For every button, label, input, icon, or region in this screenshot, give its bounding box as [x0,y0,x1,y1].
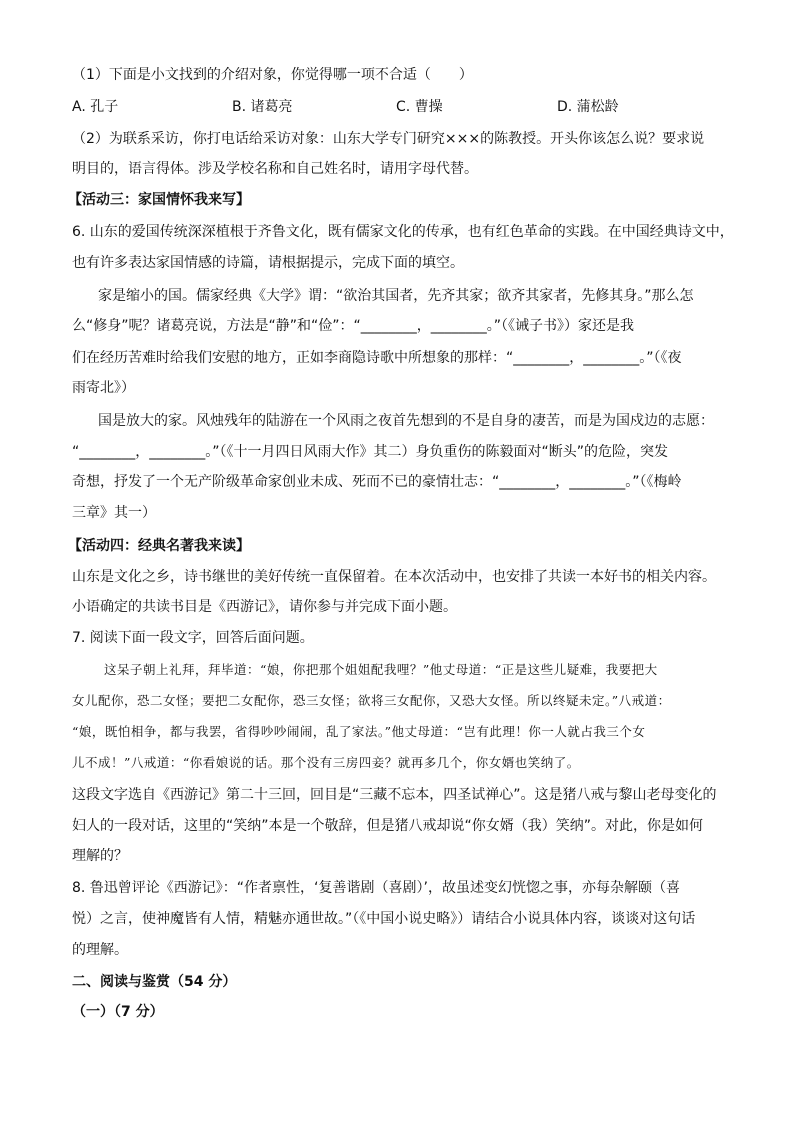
question-8-line-2: 悦）之言，使神魔皆有人情，精魅亦通世故。”（《中国小说史略》）请结合小说具体内容，谈谈对这句话 [72,911,696,927]
question-7-line-3: 理解的？ [72,848,128,864]
paragraph-2-line-1: 国是放大的家。风烛残年的陆游在一个风雨之夜首先想到的不是自身的凄苦，而是为国戍边的志愿： [98,413,714,429]
activity-4-intro-line-2: 小语确定的共读书目是《西游记》，请你参与并完成下面小题。 [72,599,457,615]
option-c: C. 曹操 [396,99,443,115]
activity-4-intro-line-1: 山东是文化之乡，诗书继世的美好传统一直保留着。在本次活动中，也安排了共读一本好书的相关内容。 [72,569,716,585]
question-7-prompt: 7. 阅读下面一段文字，回答后面问题。 [72,630,314,646]
question-2-line-2: 明目的，语言得体。涉及学校名称和自己姓名时，请用字母代替。 [72,161,478,177]
option-a: A. 孔子 [72,99,119,115]
quote-line-4: 儿不成！”八戒道：“你看娘说的话。那个没有三房四妾？就再多几个，你女婿也笑纳了。 [72,755,580,770]
section-2-heading: 二、阅读与鉴赏（54 分） [72,974,237,990]
quote-line-1: 这呆子朝上礼拜，拜毕道：“娘，你把那个姐姐配我哩？”他丈母道：“正是这些儿疑难，我要把大 [104,662,658,677]
paragraph-1-line-2: 么“修身”呢？诸葛亮说，方法是“静”和“俭”：“________，________。”（《诫子书》）家还是我 [72,318,635,334]
question-7-line-1: 这段文字选自《西游记》第二十三回，回目是“三藏不忘本，四圣试禅心”。这是猪八戒与黎山老母变化的 [72,787,717,803]
activity-4-heading: 【活动四：经典名著我来读】 [68,538,250,554]
option-b: B. 诸葛亮 [232,99,293,115]
paragraph-1-line-3: 们在经历苦难时给我们安慰的地方，正如李商隐诗歌中所想象的那样：“________，________。”（《夜 [72,350,682,366]
quote-line-2: 女儿配你，恐二女怪；要把二女配你，恐三女怪；欲将三女配你，又恐大女怪。所以终疑未定。”八戒道： [72,693,671,708]
section-2-subheading: （一）（7 分） [72,1004,164,1020]
paragraph-1-line-4: 雨寄北》） [72,380,135,396]
question-1-prompt: （1）下面是小文找到的介绍对象，你觉得哪一项不合适（ ） [72,67,473,83]
question-8-line-1: 8. 鲁迅曾评论《西游记》：“作者禀性，‘复善谐剧（喜剧）’，故虽述变幻恍惚之事，亦每杂解颐（喜 [72,880,680,896]
paragraph-2-line-3: 奇想，抒发了一个无产阶级革命家创业未成、死而不已的豪情壮志：“________，________。”（《梅岭 [72,474,682,490]
question-8-line-3: 的理解。 [72,942,128,958]
paragraph-1-line-1: 家是缩小的国。儒家经典《大学》谓：“欲治其国者，先齐其家；欲齐其家者，先修其身。”那么怎 [98,288,694,304]
paragraph-2-line-4: 三章》其一） [72,505,156,521]
activity-3-heading: 【活动三：家国情怀我来写】 [68,192,250,208]
quote-line-3: “娘，既怕相争，都与我罢，省得吵吵闹闹，乱了家法。”他丈母道：“岂有此理！你一人就占我三个女 [72,724,646,739]
paragraph-2-line-2: “________，________。”（《十一月四日风雨大作》其二）身负重伤的陈毅面对“断头”的危险，突发 [72,444,669,460]
question-6-line-2: 也有许多表达家国情感的诗篇，请根据提示，完成下面的填空。 [72,255,464,271]
question-2-line-1: （2）为联系采访，你打电话给采访对象：山东大学专门研究×××的陈教授。开头你该怎么说？要求说 [72,131,705,147]
option-d: D. 蒲松龄 [557,99,619,115]
question-6-line-1: 6. 山东的爱国传统深深植根于齐鲁文化，既有儒家文化的传承，也有红色革命的实践。在中国经典诗文中， [72,224,734,240]
question-7-line-2: 妇人的一段对话，这里的“笑纳”本是一个敬辞，但是猪八戒却说“你女婿（我）笑纳”。对此，你是如何 [72,818,704,834]
